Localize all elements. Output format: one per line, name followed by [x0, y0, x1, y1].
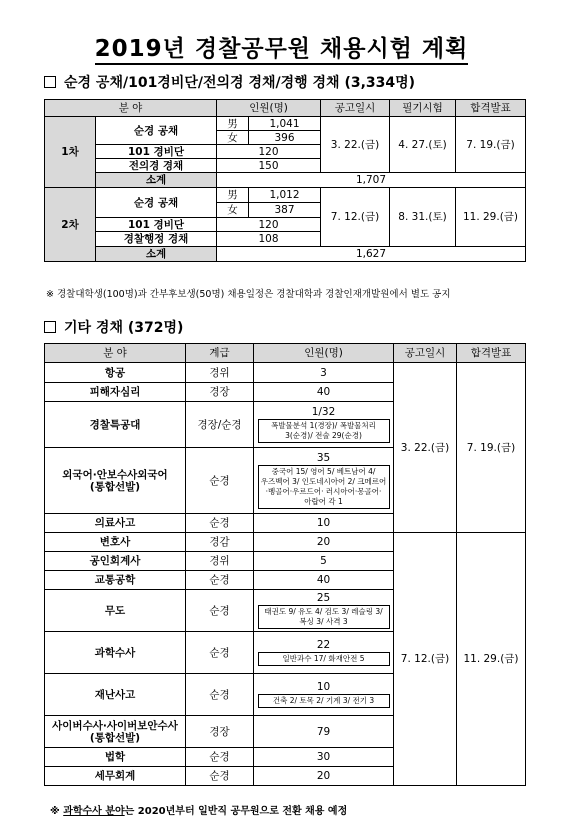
round2-label: 2차	[45, 188, 96, 262]
count-cell	[254, 533, 394, 552]
rank-cell: 경장/순경	[186, 402, 254, 448]
count-value: 10	[316, 517, 331, 529]
table-row: 101 경비단 120	[45, 145, 526, 159]
table-row: 전의경 경채 150	[45, 159, 526, 173]
count-value: 30	[316, 751, 331, 763]
table-row: 女 396	[45, 131, 526, 145]
count-value: 40	[316, 574, 331, 586]
table-row: 2차 순경 공채 男 1,012 7. 12.(금) 8. 31.(토) 11. 29.(금)	[45, 188, 526, 203]
count-cell	[254, 514, 394, 533]
count-cell	[254, 748, 394, 767]
count-value: 10	[316, 680, 331, 693]
count-cell	[254, 632, 394, 674]
count-detail: 일반과수 17/ 화재안전 5	[258, 652, 390, 666]
table-row: 소계 1,707	[45, 173, 526, 188]
count-cell	[254, 402, 394, 448]
rank-cell: 순경	[186, 748, 254, 767]
round2-written: 8. 31.(토)	[390, 188, 456, 247]
rank-cell: 경장	[186, 716, 254, 748]
count-detail: 태권도 9/ 유도 4/ 검도 3/ 레슬링 3/ 복싱 3/ 사격 3	[258, 605, 390, 629]
table-row	[45, 363, 526, 383]
table-row	[45, 533, 526, 552]
round1-label: 1차	[45, 117, 96, 188]
round2-result: 11. 29.(금)	[456, 188, 526, 247]
count-cell	[254, 571, 394, 590]
group2-announce: 7. 12.(금)	[394, 533, 457, 786]
section2-heading: 기타 경채 (372명)	[44, 317, 183, 337]
group1-announce: 3. 22.(금)	[394, 363, 457, 533]
field-cell: 재난사고	[45, 674, 186, 716]
rank-cell: 순경	[186, 632, 254, 674]
group1-result: 7. 19.(금)	[457, 363, 526, 533]
section2-table	[44, 343, 526, 786]
section1-heading: 순경 공채/101경비단/전의경 경채/경행 경채 (3,334명)	[44, 72, 415, 92]
rank-cell: 순경	[186, 571, 254, 590]
count-detail: 건축 2/ 토목 2/ 기계 3/ 전기 3	[258, 694, 390, 708]
count-value: 3	[320, 366, 327, 379]
rank-cell: 경장	[186, 383, 254, 402]
count-cell	[254, 716, 394, 748]
rank-cell: 순경	[186, 674, 254, 716]
count-value: 35	[316, 451, 331, 464]
count-cell	[254, 383, 394, 402]
round1-written: 4. 27.(토)	[390, 117, 456, 173]
field-cell: 교통공학	[45, 571, 186, 590]
table-header-row: 분 야 인원(명) 공고일시 필기시험 합격발표	[45, 100, 526, 117]
field-cell: 변호사	[45, 533, 186, 552]
field-cell: 의료사고	[45, 514, 186, 533]
count-detail: 폭발물분석 1(경장)/ 폭발물처리 3(순경)/ 전술 29(순경)	[258, 419, 390, 443]
count-value: 1/32	[311, 405, 336, 418]
count-value: 20	[316, 770, 331, 782]
table-row: 경찰행정 경채 108	[45, 232, 526, 247]
section2-note: ※ 과학수사 분야는 2020년부터 일반직 공무원으로 전환 채용 예정	[50, 806, 348, 817]
field-cell: 경찰특공대	[45, 402, 186, 448]
field-cell: 피해자심리	[45, 383, 186, 402]
section1-table	[44, 99, 526, 262]
rank-cell: 경위	[186, 363, 254, 383]
field-cell: 과학수사	[45, 632, 186, 674]
count-value: 22	[316, 638, 331, 651]
rank-cell: 경감	[186, 533, 254, 552]
field-cell: 외국어·안보수사외국어 (통합선발)	[45, 448, 186, 514]
count-detail: 중국어 15/ 영어 5/ 베트남어 4/ 우즈벡어 3/ 인도네시아어 2/ 크메르어·벵골어·우르드어· 러시아어·몽골어·아랍어 각 1	[258, 465, 390, 509]
count-value: 40	[316, 386, 331, 398]
count-cell	[254, 590, 394, 632]
table-header-row: 분 야 계급 인원(명) 공고일시 합격발표	[45, 344, 526, 363]
rank-cell: 순경	[186, 514, 254, 533]
field-cell: 무도	[45, 590, 186, 632]
count-cell	[254, 363, 394, 383]
count-value: 25	[316, 591, 331, 604]
round1-result: 7. 19.(금)	[456, 117, 526, 173]
count-value: 5	[320, 555, 327, 567]
table-row: 101 경비단 120	[45, 218, 526, 232]
field-cell: 공인회계사	[45, 552, 186, 571]
rank-cell: 경위	[186, 552, 254, 571]
field-cell: 사이버수사·사이버보안수사 (통합선발)	[45, 716, 186, 748]
field-cell: 항공	[45, 363, 186, 383]
count-cell	[254, 552, 394, 571]
rank-cell: 순경	[186, 448, 254, 514]
section1-note: ※ 경찰대학생(100명)과 간부후보생(50명) 채용일정은 경찰대학과 경찰인재개발원에서 별도 공지	[46, 289, 451, 300]
field-cell: 세무회계	[45, 767, 186, 786]
round2-announce: 7. 12.(금)	[321, 188, 390, 247]
page-title: 2019년 경찰공무원 채용시험 계획	[0, 30, 563, 63]
count-cell	[254, 767, 394, 786]
table-row: 女 387	[45, 203, 526, 218]
table-row: 1차 순경 공채 男 1,041 3. 22.(금) 4. 27.(토) 7. 19.(금)	[45, 117, 526, 131]
rank-cell: 순경	[186, 590, 254, 632]
field-cell: 법학	[45, 748, 186, 767]
count-value: 79	[316, 725, 331, 738]
round1-announce: 3. 22.(금)	[321, 117, 390, 173]
count-cell	[254, 448, 394, 514]
group2-result: 11. 29.(금)	[457, 533, 526, 786]
table-row: 소계 1,627	[45, 247, 526, 262]
checkbox-square-icon	[44, 76, 56, 88]
checkbox-square-icon	[44, 321, 56, 333]
count-value: 20	[316, 536, 331, 548]
rank-cell: 순경	[186, 767, 254, 786]
count-cell	[254, 674, 394, 716]
